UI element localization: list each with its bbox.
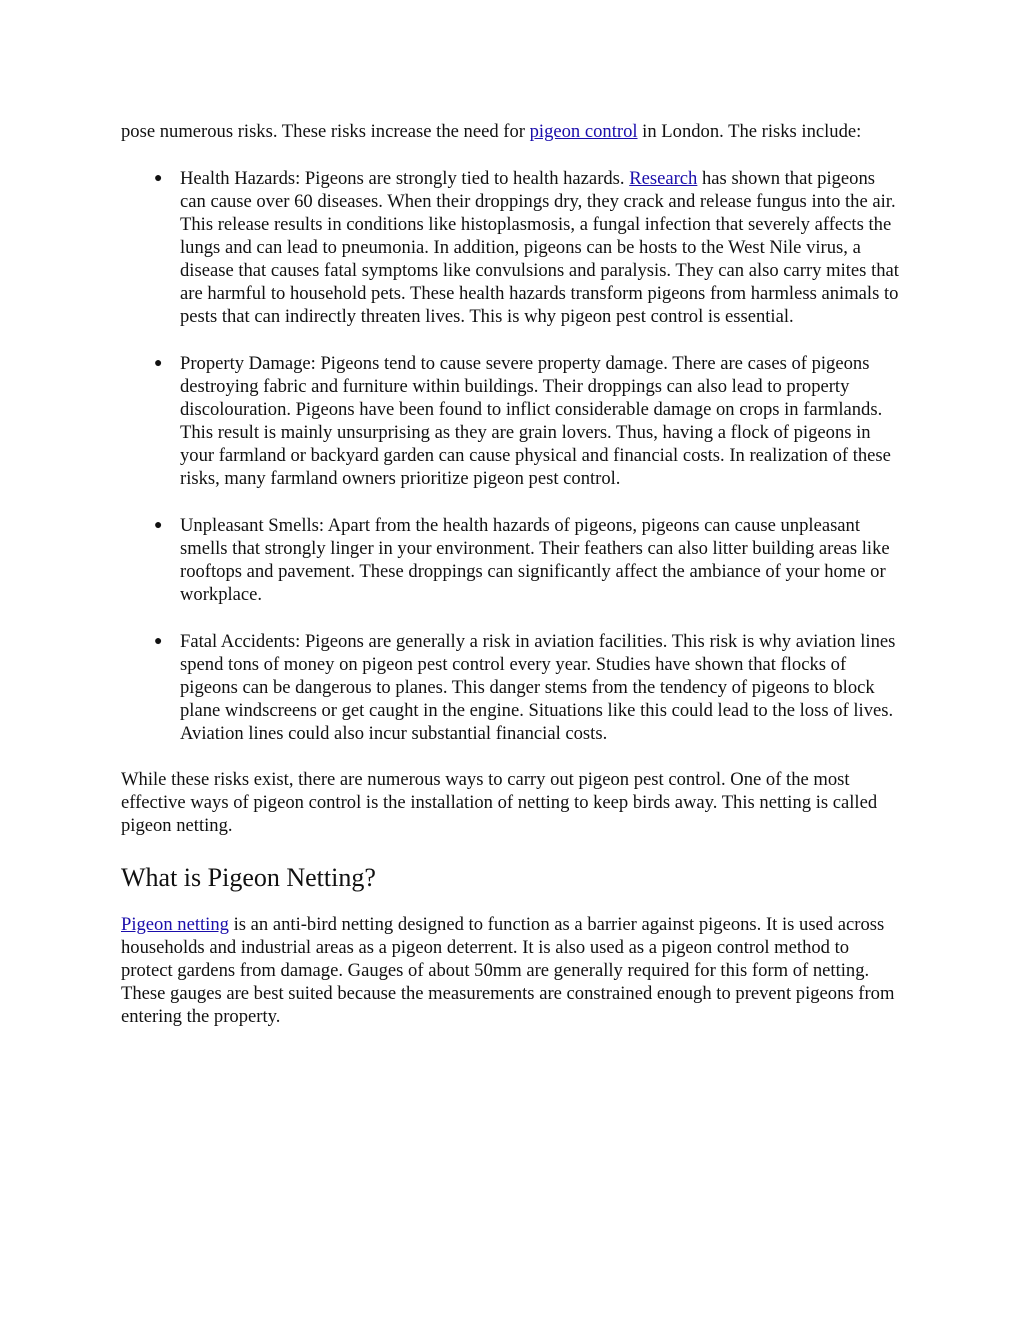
bullet-icon: ●	[154, 171, 163, 186]
list-item-property-damage	[121, 352, 905, 490]
health-hazards-text-end: has shown that pigeons can cause over 60 diseases. When their droppings dry, they crack and release fungus into the air. This release results in conditions like histoplasmosis, a fungal infection that severely affects the lungs and can lead to pneumonia. In addition, pigeons can be hosts to the West Nile virus, a disease that causes fatal symptoms like convulsions and paralysis. They can also carry mites that are harmful to household pets. These health hazards transform pigeons from harmless animals to pests that can indirectly threaten lives. This is why pigeon pest control is essential.	[180, 168, 899, 327]
pigeon-netting-text: is an anti-bird netting designed to function as a barrier against pigeons. It is used across households and industrial areas as a pigeon deterrent. It is also used as a pigeon control method to protect gardens from damage. Gauges of about 50mm are generally required for this form of netting. These gauges are best suited because the measurements are constrained enough to prevent pigeons from entering the property.	[121, 914, 895, 1027]
bullet-icon: ●	[154, 518, 163, 533]
risks-list	[121, 167, 905, 745]
bullet-icon: ●	[154, 634, 163, 649]
bullet-icon: ●	[154, 356, 163, 371]
research-link[interactable]: Research	[629, 168, 698, 189]
fatal-accidents-text: Fatal Accidents: Pigeons are generally a risk in aviation facilities. This risk is why aviation lines spend tons of money on pigeon pest control every year. Studies have shown that flocks of pigeons can be dangerous to planes. This danger stems from the tendency of pigeons to block plane windscreens or get caught in the engine. Situations like this could lead to the loss of lives. Aviation lines could also incur substantial financial costs.	[180, 631, 896, 744]
pigeon-netting-link[interactable]: Pigeon netting	[121, 914, 229, 935]
intro-text-start: pose numerous risks. These risks increase the need for	[121, 121, 530, 142]
document-page	[121, 120, 905, 1028]
closing-paragraph: While these risks exist, there are numerous ways to carry out pigeon pest control. One of the most effective ways of pigeon control is the installation of netting to keep birds away. This netting is called pigeon netting.	[121, 769, 878, 836]
pigeon-control-link[interactable]: pigeon control	[529, 121, 638, 142]
unpleasant-smells-text: Unpleasant Smells: Apart from the health hazards of pigeons, pigeons can cause unpleasant smells that strongly linger in your environment. Their feathers can also litter building areas like rooftops and pavement. These droppings can significantly affect the ambiance of your home or workplace.	[180, 515, 890, 605]
property-damage-text: Property Damage: Pigeons tend to cause severe property damage. There are cases of pigeons destroying fabric and furniture within buildings. Their droppings can also lead to property discolouration. Pigeons have been found to inflict considerable damage on crops in farmlands. This result is mainly unsurprising as they are grain lovers. Thus, having a flock of pigeons in your farmland or backyard garden can cause physical and financial costs. In realization of these risks, many farmland owners prioritize pigeon pest control.	[180, 353, 891, 489]
intro-text-end: in London. The risks include:	[637, 121, 862, 142]
list-item-unpleasant-smells	[121, 514, 905, 606]
list-item-health-hazards	[121, 167, 905, 328]
pigeon-netting-paragraph	[121, 913, 905, 1028]
intro-paragraph	[121, 120, 905, 143]
section-heading: What is Pigeon Netting?	[121, 863, 376, 892]
health-hazards-text-start: Health Hazards: Pigeons are strongly tied to health hazards.	[180, 168, 630, 189]
list-item-fatal-accidents	[121, 630, 905, 745]
